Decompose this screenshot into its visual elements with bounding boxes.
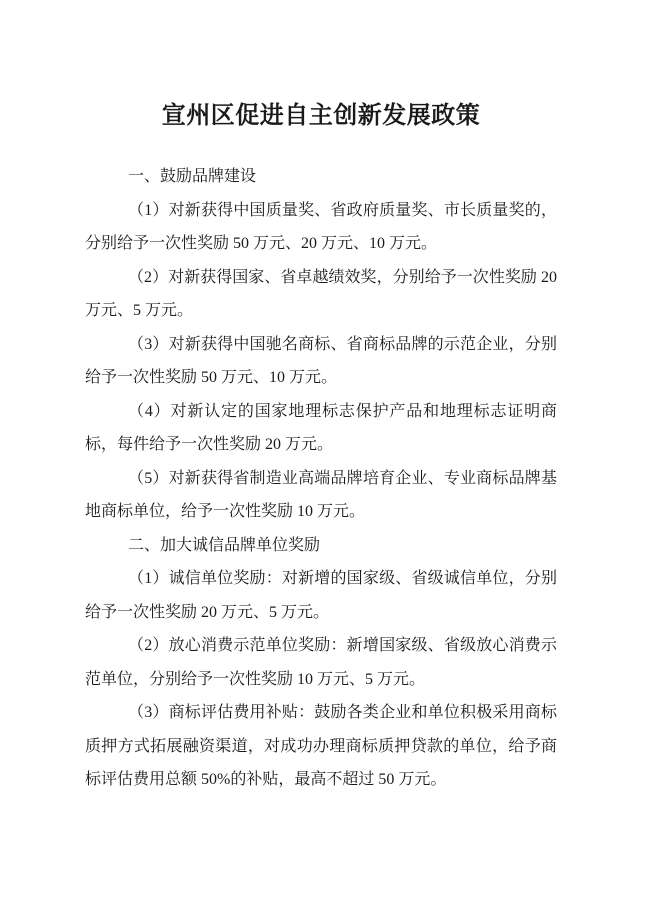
policy-paragraph: （4）对新认定的国家地理标志保护产品和地理标志证明商标，每件给予一次性奖励 20 万元。: [85, 402, 557, 453]
policy-paragraph: （1）诚信单位奖励：对新增的国家级、省级诚信单位，分别给予一次性奖励 20 万元、5 万元。: [85, 570, 557, 621]
policy-paragraph: （2）对新获得国家、省卓越绩效奖，分别给予一次性奖励 20 万元、5 万元。: [85, 268, 557, 319]
document-body: [85, 160, 557, 797]
policy-paragraph: （2）放心消费示范单位奖励：新增国家级、省级放心消费示范单位，分别给予一次性奖励 10 万元、5 万元。: [85, 637, 557, 688]
policy-paragraph: （3）商标评估费用补贴：鼓励各类企业和单位积极采用商标质押方式拓展融资渠道，对成功办理商标质押贷款的单位，给予商标评估费用总额 50%的补贴，最高不超过 50 万元。: [85, 704, 557, 788]
policy-paragraph: （5）对新获得省制造业高端品牌培育企业、专业商标品牌基地商标单位，给予一次性奖励 10 万元。: [85, 469, 557, 520]
section-heading: 一、鼓励品牌建设: [128, 168, 257, 185]
section-heading: 二、加大诚信品牌单位奖励: [128, 536, 321, 554]
policy-paragraph: （1）对新获得中国质量奖、省政府质量奖、市长质量奖的，分别给予一次性奖励 50 万元、20 万元、10 万元。: [85, 201, 557, 252]
policy-paragraph: （3）对新获得中国驰名商标、省商标品牌的示范企业，分别给予一次性奖励 50 万元、10 万元。: [85, 335, 557, 386]
document-title: 宣州区促进自主创新发展政策: [161, 103, 481, 129]
